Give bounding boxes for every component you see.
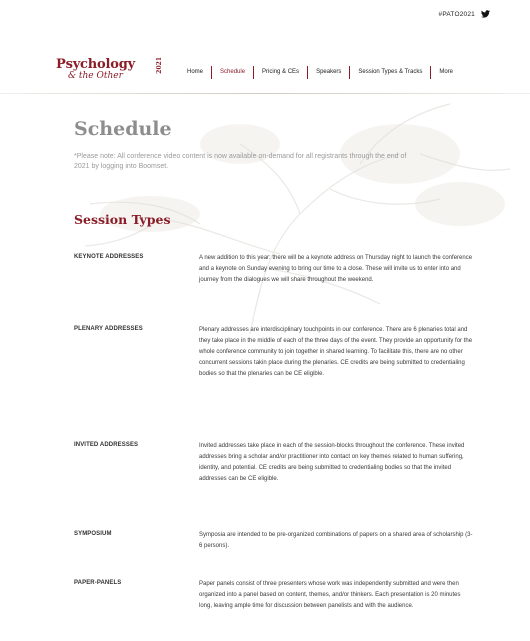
session-label: KEYNOTE ADDRESSES [74,254,144,260]
nav-item-more[interactable]: More [430,66,461,79]
nav-item-pricing[interactable]: Pricing & CEs [253,66,307,79]
twitter-icon[interactable] [481,10,490,18]
top-bar [0,0,530,30]
session-label: PAPER-PANELS [74,580,122,586]
logo-year-text: 2021 [156,57,163,74]
nav-item-speakers[interactable]: Speakers [307,66,349,79]
hashtag-link[interactable] [439,10,491,18]
nav-item-session-types[interactable]: Session Types & Tracks [349,66,430,79]
session-description: Invited addresses take place in each of the session-blocks throughout the conference. These invited addresses bring a scholar and/or practitioner into contact on key themes related to human suffering, identity, and potential. CE credits are being submitted to credentialing bodies so that the invited addresses can be CE eligible. [199,443,465,482]
session-label: PLENARY ADDRESSES [74,326,143,332]
session-description: Paper panels consist of three presenters whose work was independently submitted and were then organized into a panel based on content, themes, and/or thinkers. Each presentation is 20 minutes long, leaving ample time for discussion between panelists and with the audience. [199,581,461,609]
nav-item-home[interactable]: Home [187,69,204,75]
session-description: Symposia are intended to be pre-organized combinations of papers on a shared area of scholarship (3-6 persons). [199,532,473,549]
session-description: A new addition to this year: there will be a keynote address on Thursday night to launch the conference and a keynote on Sunday evening to bring our time to a close. These will invite us to enter into and journey from the dialogues we will share throughout the weekend. [199,255,473,283]
header-divider [0,93,530,94]
site-logo[interactable] [56,57,163,81]
page-title: Schedule [74,118,172,140]
session-types-heading: Session Types [74,212,171,227]
logo-sub-text: & the Other [68,71,123,81]
session-description: Plenary addresses are interdisciplinary touchpoints in our conference. There are 6 plenaries total and they take place in the middle of each of the three days of the event. They provide an opportunity for the whole conference community to join together in shared learning. To facilitate this, there are no other concurrent sessions takin place during the plenaries. CE credits are being submitted to credentialing bodies so that the plenaries can be CE eligible. [199,327,473,377]
session-label: SYMPOSIUM [74,531,112,537]
nav-item-schedule[interactable]: Schedule [211,66,253,79]
logo-main-text: Psychology [56,57,135,72]
session-label: INVITED ADDRESSES [74,442,139,448]
hashtag-text: #PATO2021 [438,10,475,18]
main-nav [187,66,461,79]
on-demand-notice: *Please note: All conference video content is now available on-demand for all registrants through the end of 2021 by logging into Boomset. [74,153,407,170]
